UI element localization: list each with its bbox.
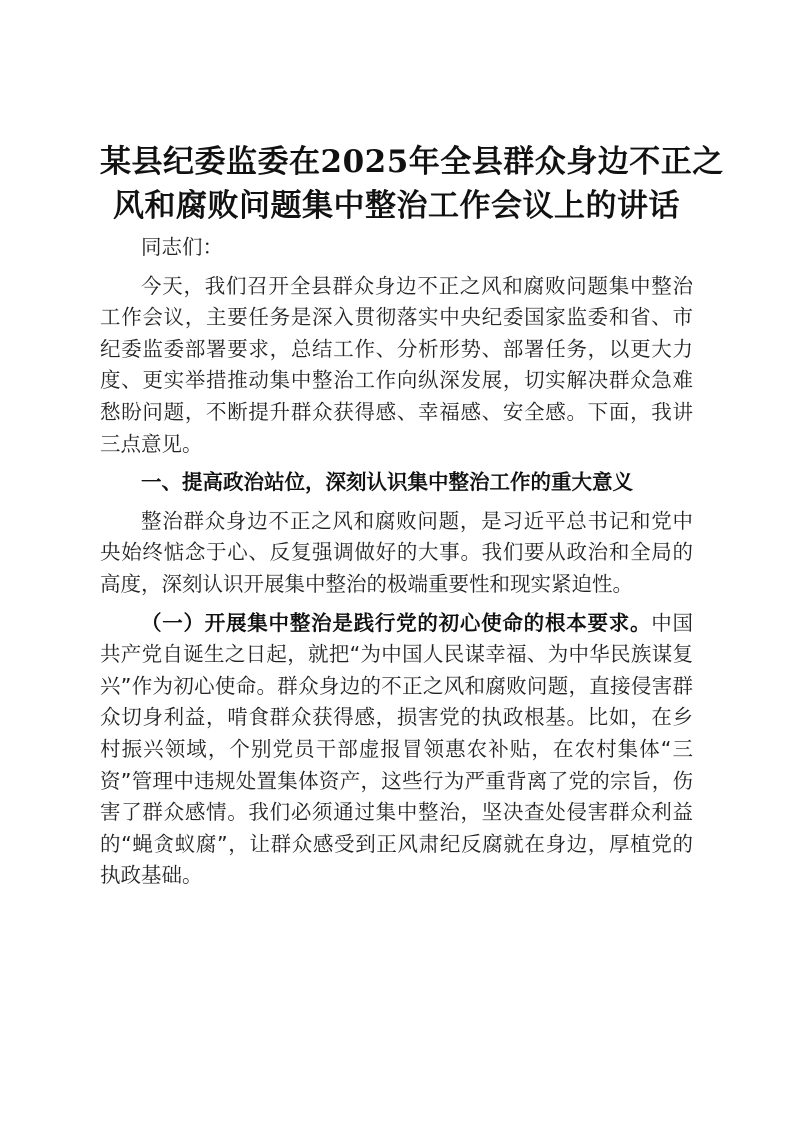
section-1-intro-paragraph: 整治群众身边不正之风和腐败问题，是习近平总书记和党中央始终惦念于心、反复强调做好的大事。我们要从政治和全局的高度，深刻认识开展集中整治的极端重要性和现实紧迫性。 — [100, 508, 693, 596]
intro-paragraph: 今天，我们召开全县群众身边不正之风和腐败问题集中整治工作会议，主要任务是深入贯彻落实中央纪委国家监委和省、市纪委监委部署要求，总结工作、分析形势、部署任务，以更大力度、更实举措推动集中整治工作向纵深发展，切实解决群众急难愁盼问题，不断提升群众获得感、幸福感、安全感。下面，我讲三点意见。 — [100, 273, 693, 456]
point-1-lead: （一）开展集中整治是践行党的初心使命的根本要求。 — [141, 610, 652, 635]
point-1-paragraph — [100, 608, 693, 892]
title-line-2: 风和腐败问题集中整治工作会议上的讲话 — [113, 188, 680, 224]
section-heading-1: 一、提高政治站位，深刻认识集中整治工作的重大意义 — [141, 470, 633, 495]
point-1-body: 中国共产党自诞生之日起，就把“为中国人民谋幸福、为中华民族谋复兴”作为初心使命。群众身边的不正之风和腐败问题，直接侵害群众切身利益，啃食群众获得感，损害党的执政根基。比如，在乡村振兴领域，个别党员干部虚报冒领惠农补贴，在农村集体“三资”管理中违规处置集体资产，这些行为严重背离了党的宗旨，伤害了群众感情。我们必须通过集中整治，坚决查处侵害群众利益的“蝇贪蚁腐”，让群众感受到正风肃纪反腐就在身边，厚植党的执政基础。 — [100, 610, 694, 888]
document-body — [100, 232, 693, 892]
title-line-1: 某县纪委监委在2025年全县群众身边不正之 — [100, 144, 724, 180]
document-title — [100, 140, 724, 228]
salutation: 同志们： — [141, 235, 223, 259]
